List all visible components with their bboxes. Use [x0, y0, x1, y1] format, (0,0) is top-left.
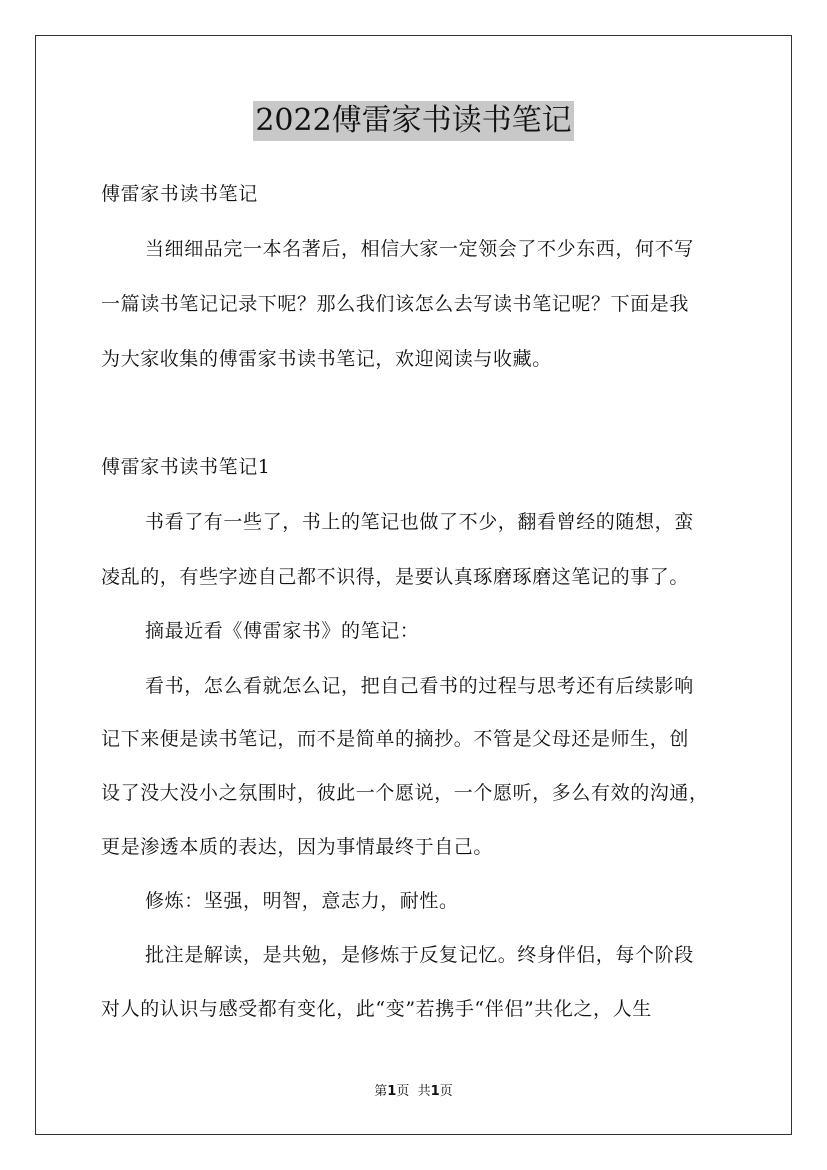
paragraph-line: 更是渗透本质的表达，因为事情最终于自己。: [101, 836, 494, 858]
paragraph-line: 书看了有一些了，书上的笔记也做了不少，翻看曾经的随想，蛮: [145, 511, 694, 533]
paragraph-line: 修炼：坚强，明智，意志力，耐性。: [145, 890, 459, 912]
paragraph-line: 为大家收集的傅雷家书读书笔记，欢迎阅读与收藏。: [101, 348, 552, 370]
paragraph-line: 一篇读书笔记记录下呢？那么我们该怎么去写读书笔记呢？下面是我: [101, 293, 690, 315]
paragraph-line: 设了没大没小之氛围时，彼此一个愿说，一个愿听，多么有效的沟通，: [101, 782, 709, 804]
paragraph-line: 当细细品完一本名著后，相信大家一定领会了不少东西，何不写: [145, 238, 694, 260]
footer-page-number: 1: [387, 1084, 397, 1099]
section-heading: 傅雷家书读书笔记1: [101, 456, 271, 478]
paragraph-line: 对人的认识与感受都有变化，此“变”若携手“伴侣”共化之，人生: [101, 998, 652, 1020]
intro-heading: 傅雷家书读书笔记: [101, 183, 258, 205]
footer-prefix: 第: [374, 1084, 388, 1099]
document-title-text: 2022傅雷家书读书笔记: [253, 101, 573, 141]
paragraph-line: 批注是解读，是共勉，是修炼于反复记忆。终身伴侣，每个阶段: [145, 944, 694, 966]
page-footer: [0, 1083, 827, 1101]
paragraph-line: 凌乱的，有些字迹自己都不识得，是要认真琢磨琢磨这笔记的事了。: [101, 566, 690, 588]
document-title: [0, 100, 827, 141]
paragraph-line: 摘最近看《傅雷家书》的笔记：: [145, 620, 420, 642]
footer-total-pages: 1: [430, 1084, 440, 1099]
paragraph-line: 看书，怎么看就怎么记，把自己看书的过程与思考还有后续影响: [145, 675, 694, 697]
footer-total-suffix: 页: [439, 1084, 453, 1099]
paragraph-line: 记下来便是读书笔记，而不是简单的摘抄。不管是父母还是师生，创: [101, 728, 690, 750]
footer-page-suffix: 页: [396, 1084, 410, 1099]
footer-total-prefix: 共: [417, 1084, 431, 1099]
